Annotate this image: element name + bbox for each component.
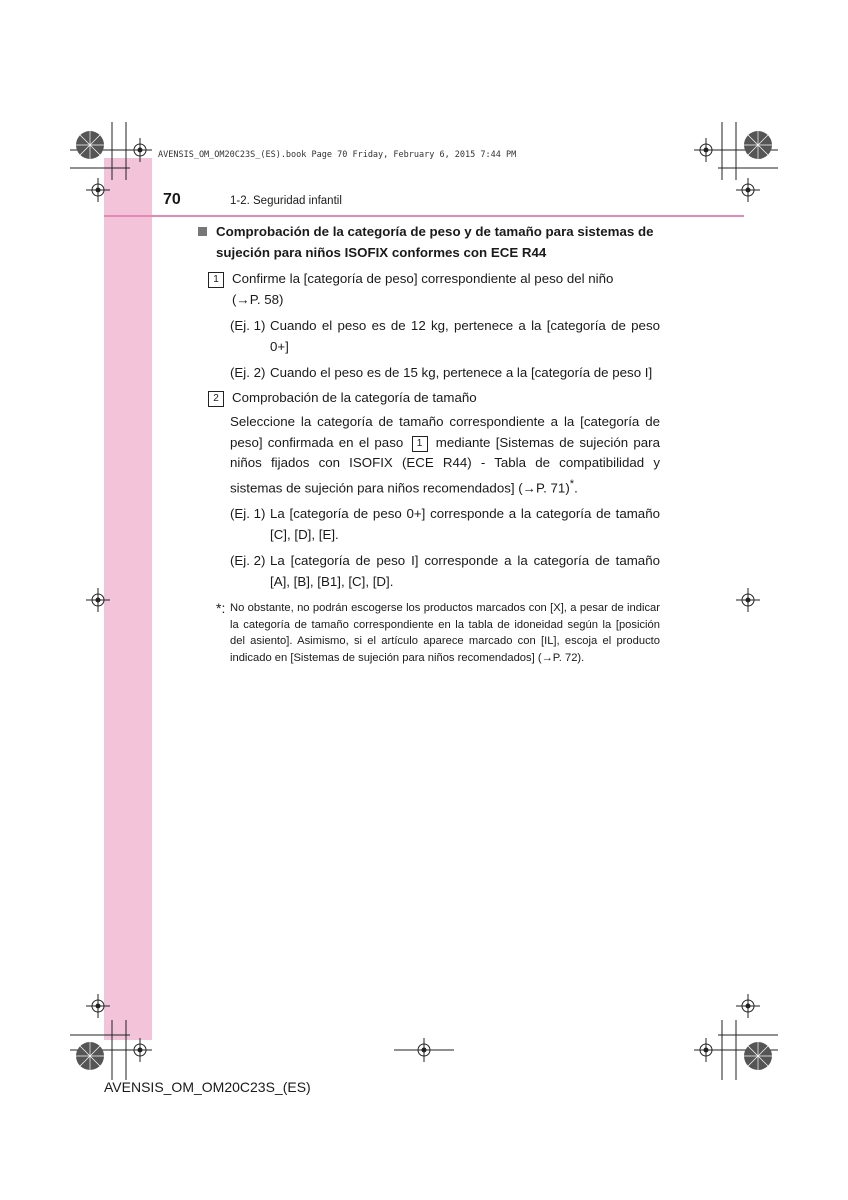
paragraph-text-part-1: Seleccione la categoría de tamaño correspondiente a la [categoría de peso] confirmada en el paso <box>230 414 660 450</box>
section-title: 1-2. Seguridad infantil <box>230 195 342 207</box>
document-code-footer: AVENSIS_OM_OM20C23S_(ES) <box>104 1079 311 1095</box>
step-number-box: 2 <box>208 391 224 407</box>
footnote-asterisk: * <box>569 477 575 490</box>
heading-line-2: sujeción para niños ISOFIX conformes con ECE R44 <box>216 244 547 260</box>
footnote-text: No obstante, no podrán escogerse los productos marcados con [X], a pesar de indicar la categoría de tamaño correspondiente en la tabla de idoneidad según la [posición del asiento]. Asimismo, si el artículo aparece marcado con [IL], escoja el producto indicado en [Sistemas de sujeción para niños recomendados] (→P. 72). <box>230 602 660 664</box>
example-label: (Ej. 1) <box>230 506 266 522</box>
example-label: (Ej. 2) <box>230 553 266 569</box>
heading-text <box>216 222 653 263</box>
page-reference: (→P. 58) <box>232 291 284 307</box>
footnote <box>196 600 660 666</box>
step-2 <box>196 388 660 409</box>
step-1-text <box>232 269 660 310</box>
step-2-instruction: Comprobación de la categoría de tamaño <box>232 389 477 405</box>
example-text: Cuando el peso es de 12 kg, pertenece a la [categoría de peso 0+] <box>270 318 660 354</box>
example-label: (Ej. 1) <box>230 318 266 333</box>
example-1 <box>230 316 660 357</box>
step-2-paragraph <box>230 412 660 498</box>
section-heading <box>196 222 660 263</box>
square-bullet-icon <box>198 227 207 236</box>
example-text: La [categoría de peso I] corresponde a la categoría de tamaño [A], [B], [B1], [C], [D]. <box>270 553 660 589</box>
example-label: (Ej. 2) <box>230 365 266 380</box>
step-1 <box>196 269 660 310</box>
heading-line-1: Comprobación de la categoría de peso y de tamaño para sistemas de <box>216 224 654 239</box>
file-info-header: AVENSIS_OM_OM20C23S_(ES).book Page 70 Friday, February 6, 2015 7:44 PM <box>158 150 517 160</box>
example-text: Cuando el peso es de 15 kg, pertenece a la [categoría de peso I] <box>270 365 653 380</box>
step-1-instruction: Confirme la [categoría de peso] correspondiente al peso del niño <box>232 271 614 286</box>
main-content <box>196 222 660 666</box>
page-number: 70 <box>163 191 181 208</box>
example-2 <box>230 363 660 384</box>
example-4 <box>230 551 660 592</box>
example-text: La [categoría de peso 0+] corresponde a la categoría de tamaño [C], [D], [E]. <box>270 506 660 542</box>
inline-step-box: 1 <box>412 436 428 452</box>
paragraph-text-part-2: mediante [Sistemas de sujeción para niños fijados con ISOFIX (ECE R44) - Tabla de compatibilidad y sistemas de sujeción para niños recomendados] (→P. 71) <box>230 434 660 495</box>
step-number-box: 1 <box>208 272 224 288</box>
example-3 <box>230 504 660 545</box>
paragraph-end: . <box>574 479 578 495</box>
footnote-mark: *: <box>216 600 226 617</box>
